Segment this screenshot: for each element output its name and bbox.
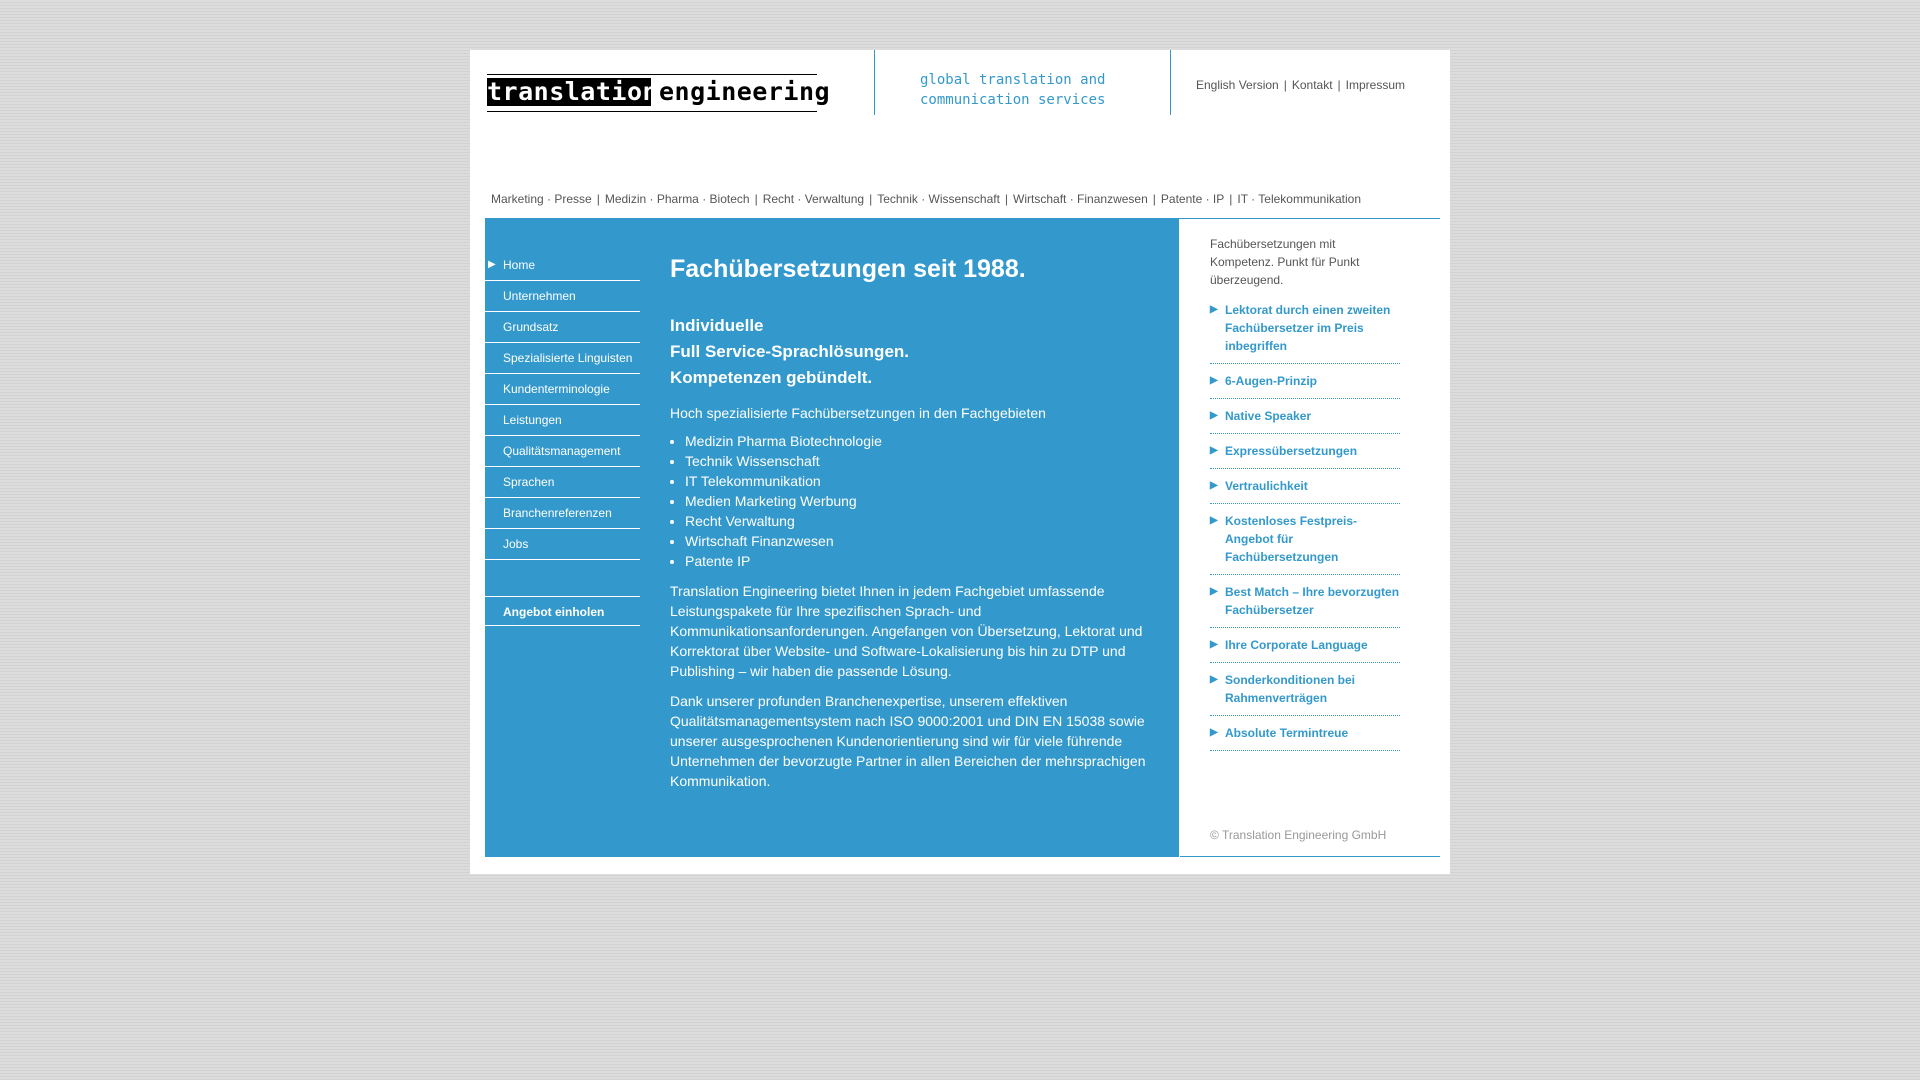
kontakt-link[interactable]: Kontakt — [1291, 78, 1333, 92]
left-nav — [485, 250, 640, 560]
nav-item-leistungen[interactable] — [485, 405, 640, 436]
nav-item-label: Home — [503, 258, 536, 272]
separator: | — [596, 192, 600, 206]
arrow-right-icon: ▶ — [1210, 586, 1218, 597]
sidebar-item-best-match[interactable] — [1210, 575, 1400, 628]
right-sidebar — [1210, 235, 1400, 751]
arrow-right-icon: ▶ — [1210, 445, 1218, 456]
sidebar-item-label: Vertraulichkeit — [1225, 479, 1308, 493]
arrow-right-icon: ▶ — [1210, 639, 1218, 650]
sidebar-item-termintreue[interactable] — [1210, 716, 1400, 751]
arrow-right-icon: ▶ — [1210, 515, 1218, 526]
impressum-link[interactable]: Impressum — [1345, 78, 1406, 92]
nav-item-kundenterminologie[interactable] — [485, 374, 640, 405]
nav-item-unternehmen[interactable] — [485, 281, 640, 312]
sidebar-item-native-speaker[interactable] — [1210, 399, 1400, 434]
sidebar-intro: Fachübersetzungen mit Kompetenz. Punkt für Punkt überzeugend. — [1210, 237, 1360, 287]
category-link-patente[interactable]: Patente · IP — [1160, 192, 1225, 206]
nav-item-label: Jobs — [503, 537, 529, 551]
sidebar-item-label: Kostenloses Festpreis-Angebot für Fachübersetzungen — [1225, 514, 1358, 564]
body-paragraph: Dank unserer profunden Branchenexpertise, unserem effektiven Qualitätsmanagementsystem nach ISO 9000:2001 und DIN EN 15038 sowie unserer ausgesprochenen Kundenorientierung sind wir für viele führende Unternehmen der bevorzugte Partner in allen Bereichen der mehrsprachigen Kommunikation. — [670, 693, 1146, 789]
arrow-right-icon: ▶ — [1210, 410, 1218, 421]
sidebar-item-vertraulichkeit[interactable] — [1210, 469, 1400, 504]
sidebar-item-corporate-language[interactable] — [1210, 628, 1400, 663]
separator: | — [1283, 78, 1287, 92]
list-item: • Technik Wissenschaft — [685, 451, 1160, 471]
list-item: • Recht Verwaltung — [685, 511, 1160, 531]
nav-item-label: Leistungen — [503, 413, 562, 427]
separator: | — [1152, 192, 1156, 206]
nav-item-label: Qualitätsmanagement — [503, 444, 621, 458]
sidebar-list — [1210, 293, 1400, 751]
list-item: • Wirtschaft Finanzwesen — [685, 531, 1160, 551]
nav-item-home[interactable] — [485, 250, 640, 281]
category-link-it[interactable]: IT · Telekommunikation — [1237, 192, 1361, 206]
angebot-einholen-button[interactable]: Angebot einholen — [485, 596, 640, 626]
nav-item-label: Kundenterminologie — [503, 382, 610, 396]
sidebar-item-label: Best Match – Ihre bevorzugten Fachübersetzer — [1225, 585, 1400, 617]
sidebar-item-label: 6-Augen-Prinzip — [1225, 374, 1317, 388]
separator: | — [869, 192, 873, 206]
english-version-link[interactable]: English Version — [1196, 78, 1279, 92]
nav-item-branchenreferenzen[interactable] — [485, 498, 640, 529]
logo-right-text: engineering — [659, 77, 831, 106]
field-list — [670, 431, 1160, 571]
subheading-line1: Individuelle — [670, 316, 764, 335]
sidebar-item-label: Absolute Termintreue — [1225, 726, 1349, 740]
sidebar-item-label: Ihre Corporate Language — [1225, 638, 1368, 652]
category-link-recht[interactable]: Recht · Verwaltung — [762, 192, 865, 206]
sidebar-item-label: Sonderkonditionen bei Rahmenverträgen — [1225, 673, 1356, 705]
tagline-line2: communication services — [920, 92, 1106, 108]
arrow-right-icon: ▶ — [1210, 480, 1218, 491]
arrow-right-icon: ▶ — [488, 259, 496, 270]
sidebar-item-label: Expressübersetzungen — [1225, 444, 1358, 458]
sidebar-item-sonderkonditionen[interactable] — [1210, 663, 1400, 716]
header-divider — [1170, 50, 1171, 115]
nav-item-jobs[interactable] — [485, 529, 640, 560]
list-item: • IT Telekommunikation — [685, 471, 1160, 491]
nav-item-label: Grundsatz — [503, 320, 559, 334]
nav-item-label: Sprachen — [503, 475, 555, 489]
copyright: © Translation Engineering GmbH — [1210, 828, 1387, 842]
list-item: • Patente IP — [685, 551, 1160, 571]
nav-item-grundsatz[interactable] — [485, 312, 640, 343]
separator: | — [1229, 192, 1233, 206]
sidebar-item-lektorat[interactable] — [1210, 293, 1400, 364]
sidebar-item-express[interactable] — [1210, 434, 1400, 469]
header-divider — [874, 50, 875, 115]
main-panel — [485, 219, 1179, 857]
separator: | — [1337, 78, 1341, 92]
logo-left-text: translation — [487, 77, 659, 106]
logo[interactable] — [487, 74, 831, 112]
nav-item-label: Spezialisierte Linguisten — [503, 351, 633, 365]
category-link-wirtschaft[interactable]: Wirtschaft · Finanzwesen — [1013, 192, 1148, 206]
list-item: • Medizin Pharma Biotechnologie — [685, 431, 1160, 451]
nav-item-sprachen[interactable] — [485, 467, 640, 498]
category-nav — [491, 192, 1361, 206]
subheading — [670, 313, 1160, 391]
arrow-right-icon: ▶ — [1210, 304, 1218, 315]
nav-item-qualitaetsmanagement[interactable] — [485, 436, 640, 467]
nav-item-label: Branchenreferenzen — [503, 506, 612, 520]
sidebar-item-label: Lektorat durch einen zweiten Fachübersetzer im Preis inbegriffen — [1225, 303, 1391, 353]
top-links — [1196, 78, 1405, 92]
tagline-line1: global translation and — [920, 72, 1106, 88]
body-paragraph: Translation Engineering bietet Ihnen in jedem Fachgebiet umfassende Leistungspakete für Ihre spezifischen Sprach- und Kommunikationsanforderungen. Angefangen von Übersetzung, Lektorat und Korrektorat über Website- und Software-Lokalisierung bis hin zu DTP und Publishing – wir haben die passende Lösung. — [670, 583, 1143, 679]
arrow-right-icon: ▶ — [1210, 727, 1218, 738]
nav-item-linguisten[interactable] — [485, 343, 640, 374]
page-container — [470, 50, 1450, 874]
tagline — [920, 70, 1150, 110]
subheading-line2: Full Service-Sprachlösungen. — [670, 342, 910, 361]
page-title: Fachübersetzungen seit 1988. — [670, 255, 1026, 283]
sidebar-item-6-augen[interactable] — [1210, 364, 1400, 399]
category-link-medizin[interactable]: Medizin · Pharma · Biotech — [604, 192, 750, 206]
category-link-marketing[interactable]: Marketing · Presse — [491, 192, 592, 206]
sidebar-item-label: Native Speaker — [1225, 409, 1312, 423]
category-link-technik[interactable]: Technik · Wissenschaft — [877, 192, 1000, 206]
list-item: • Medien Marketing Werbung — [685, 491, 1160, 511]
sidebar-item-festpreis[interactable] — [1210, 504, 1400, 575]
nav-item-label: Unternehmen — [503, 289, 576, 303]
subheading-line3: Kompetenzen gebündelt. — [670, 368, 873, 387]
intro-text: Hoch spezialisierte Fachübersetzungen in den Fachgebieten — [670, 405, 1046, 421]
separator: | — [1004, 192, 1009, 206]
arrow-right-icon: ▶ — [1210, 375, 1218, 386]
sidebar-bottom-divider — [1180, 856, 1440, 857]
arrow-right-icon: ▶ — [1210, 674, 1218, 685]
separator: | — [754, 192, 758, 206]
main-content — [670, 253, 1160, 791]
